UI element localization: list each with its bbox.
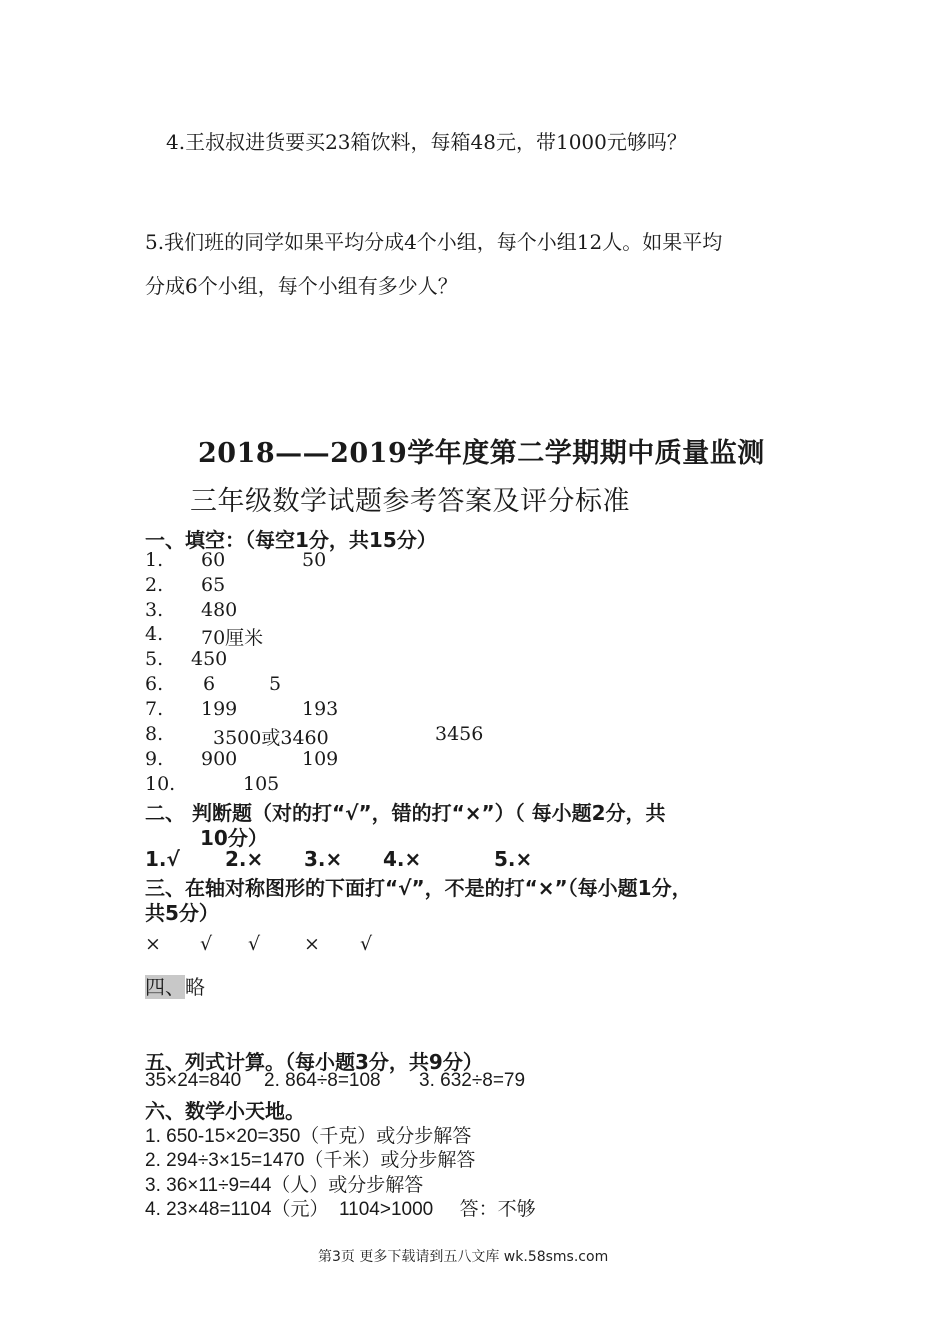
list-item: × (145, 933, 161, 955)
section2-heading: 二、 判断题（对的打“√”，错的打“×”）（ 每小题2分，共 (145, 801, 666, 825)
list-item: 4.× (383, 847, 422, 871)
list-item: 4. 70厘米 (145, 623, 264, 649)
list-item: 10. 105 (145, 773, 280, 795)
list-item: 5.× (494, 847, 533, 871)
page-footer: 第3页 更多下载请到五八文库 wk.58sms.com (318, 1249, 609, 1265)
question-5-line1: 5.我们班的同学如果平均分成4个小组，每个小组12人。如果平均 (145, 230, 723, 254)
list-item: 2. 294÷3×15=1470（千米）或分步解答 (145, 1150, 476, 1171)
list-item: √ (248, 933, 261, 955)
list-item: √ (360, 933, 373, 955)
list-item: 35×24=840 (145, 1070, 242, 1091)
list-item: 1.√ (145, 847, 180, 871)
list-item: 3. 632÷8=79 (419, 1070, 526, 1091)
section3-heading-cont: 共5分） (145, 901, 219, 925)
list-item: 4. 23×48=1104（元） 1104>1000 答：不够 (145, 1199, 536, 1220)
list-item: 7. 199 193 (145, 698, 339, 720)
list-item: 3.× (304, 847, 343, 871)
section4-text: 略 (185, 975, 205, 999)
list-item: 2. 65 (145, 574, 226, 596)
list-item: × (304, 933, 320, 955)
section4 (145, 971, 205, 1000)
question-4: 4.王叔叔进货要买23箱饮料，每箱48元，带1000元够吗？ (166, 130, 687, 154)
section1-heading: 一、填空：（每空1分，共15分） (145, 528, 437, 552)
section2-heading-cont: 10分） (200, 826, 268, 850)
list-item: 2. 864÷8=108 (264, 1070, 381, 1091)
list-item: 6. 6 5 (145, 673, 282, 695)
list-item: 8. 3500或3460 3456 (145, 723, 484, 749)
section3-heading: 三、在轴对称图形的下面打“√”，不是的打“×”（每小题1分， (145, 876, 692, 900)
list-item: 2.× (225, 847, 264, 871)
list-item: 3. 480 (145, 599, 238, 621)
list-item: √ (200, 933, 213, 955)
list-item: 5. 450 (145, 648, 228, 670)
section6-heading: 六、数学小天地。 (145, 1099, 305, 1123)
section5-heading: 五、列式计算。（每小题3分，共9分） (145, 1050, 483, 1074)
list-item: 1. 650-15×20=350（千克）或分步解答 (145, 1126, 472, 1147)
list-item: 1. 60 50 (145, 549, 327, 571)
section4-label: 四、 (145, 975, 185, 999)
list-item: 9. 900 109 (145, 748, 339, 770)
question-5-line2: 分成6个小组，每个小组有多少人？ (145, 274, 458, 298)
list-item: 3. 36×11÷9=44（人）或分步解答 (145, 1175, 424, 1196)
answer-key-title: 2018——2019学年度第二学期期中质量监测 (198, 438, 765, 469)
answer-key-subtitle: 三年级数学试题参考答案及评分标准 (190, 486, 630, 517)
